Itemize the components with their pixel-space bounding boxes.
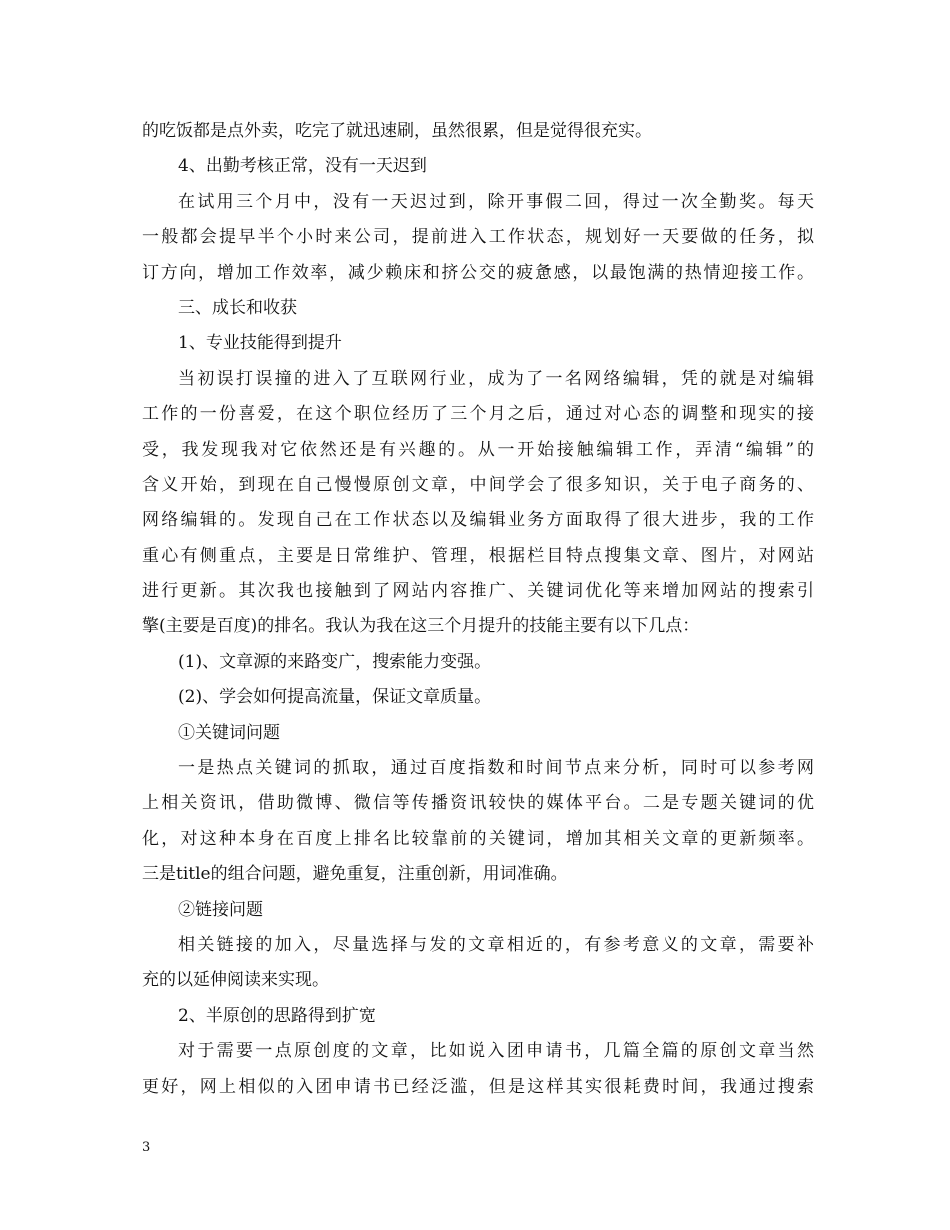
text-line: 网络编辑的。发现自己在工作状态以及编辑业务方面取得了很大进步，我的工作 bbox=[142, 510, 814, 531]
text-line: 4、出勤考核正常，没有一天迟到 bbox=[178, 156, 427, 177]
text-line: 1、专业技能得到提升 bbox=[178, 333, 342, 354]
text-line: 更好，网上相似的入团申请书已经泛滥，但是这样其实很耗费时间，我通过搜索 bbox=[142, 1076, 814, 1097]
text-line: 充的以延伸阅读来实现。 bbox=[142, 970, 329, 991]
text-line: 在试用三个月中，没有一天迟过到，除开事假二回，得过一次全勤奖。每天 bbox=[178, 191, 814, 212]
text-line: 当初误打误撞的进入了互联网行业，成为了一名网络编辑，凭的就是对编辑 bbox=[178, 368, 814, 389]
text-line: 工作的一份喜爱，在这个职位经历了三个月之后，通过对心态的调整和现实的接 bbox=[142, 404, 814, 425]
text-line: ①关键词问题 bbox=[178, 722, 280, 743]
text-line: 含义开始，到现在自己慢慢原创文章，中间学会了很多知识，关于电子商务的、 bbox=[142, 474, 814, 495]
text-line: 相关链接的加入，尽量选择与发的文章相近的，有参考意义的文章，需要补 bbox=[178, 934, 814, 955]
text-line: 一般都会提早半个小时来公司，提前进入工作状态，规划好一天要做的任务，拟 bbox=[142, 227, 814, 248]
text-line: 进行更新。其次我也接触到了网站内容推广、关键词优化等来增加网站的搜索引 bbox=[142, 581, 814, 602]
text-line: 一是热点关键词的抓取，通过百度指数和时间节点来分析，同时可以参考网 bbox=[178, 758, 814, 779]
text-line: ②链接问题 bbox=[178, 899, 263, 920]
text-line: 三、成长和收获 bbox=[178, 297, 297, 318]
text-line: (2)、学会如何提高流量，保证文章质量。 bbox=[178, 687, 492, 708]
text-line: 2、半原创的思路得到扩宽 bbox=[178, 1005, 376, 1026]
text-line: 化，对这种本身在百度上排名比较靠前的关键词，增加其相关文章的更新频率。 bbox=[142, 828, 814, 849]
text-line: 对于需要一点原创度的文章，比如说入团申请书，几篇全篇的原创文章当然 bbox=[178, 1041, 814, 1062]
text-line: 的吃饭都是点外卖，吃完了就迅速刷，虽然很累，但是觉得很充实。 bbox=[142, 121, 652, 141]
page-number: 3 bbox=[142, 1140, 151, 1155]
text-line: 订方向，增加工作效率，减少赖床和挤公交的疲惫感，以最饱满的热情迎接工作。 bbox=[142, 262, 814, 283]
text-line: (1)、文章源的来路变广，搜索能力变强。 bbox=[178, 651, 492, 672]
text-line: 三是title的组合问题，避免重复，注重创新，用词准确。 bbox=[142, 864, 568, 885]
text-line: 重心有侧重点，主要是日常维护、管理，根据栏目特点搜集文章、图片，对网站 bbox=[142, 545, 814, 566]
text-line: 受，我发现我对它依然还是有兴趣的。从一开始接触编辑工作，弄清“编辑”的 bbox=[142, 439, 814, 460]
text-line: 上相关资讯，借助微博、微信等传播资讯较快的媒体平台。二是专题关键词的优 bbox=[142, 793, 814, 814]
text-line: 擎(主要是百度)的排名。我认为我在这三个月提升的技能主要有以下几点： bbox=[142, 616, 700, 637]
document-body bbox=[142, 114, 814, 1105]
